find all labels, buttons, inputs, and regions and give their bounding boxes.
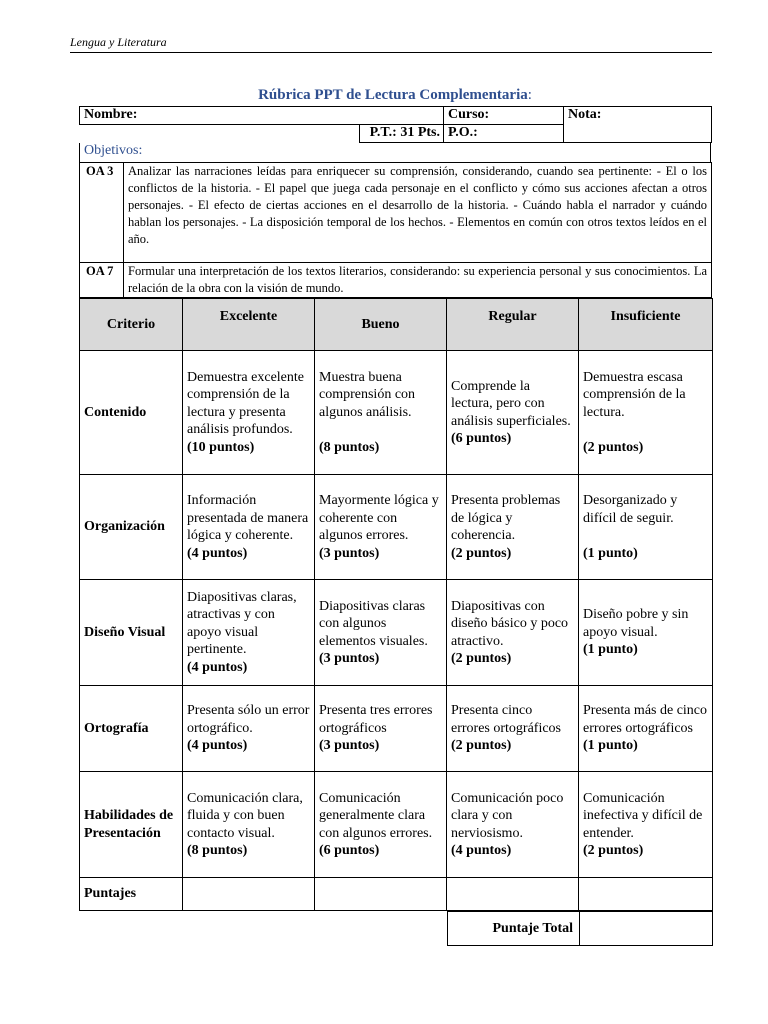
- score-input[interactable]: [579, 878, 713, 911]
- objective-code: OA 7: [80, 263, 124, 298]
- score-input[interactable]: [183, 878, 315, 911]
- rubric-cell: Presenta cinco errores ortográficos (2 puntos): [447, 686, 579, 772]
- rubric-cell: Comunicación clara, fluida y con buen contacto visual. (8 puntos): [183, 772, 315, 878]
- objective-code: OA 3: [80, 163, 124, 263]
- score-input[interactable]: [315, 878, 447, 911]
- table-row: [80, 772, 713, 878]
- objective-text: Formular una interpretación de los textos literarios, considerando: su experiencia personal y sus conocimientos. La relación de la obra con la visión de mundo.: [124, 263, 712, 298]
- table-row: [80, 475, 713, 580]
- table-row: [80, 580, 713, 686]
- rubric-cell: Demuestra escasa comprensión de la lectura. (2 puntos): [579, 351, 713, 475]
- table-row: [80, 351, 713, 475]
- objective-text: Analizar las narraciones leídas para enriquecer su comprensión, considerando, cuando sea pertinente: - El o los conflictos de la historia. - El papel que juega cada personaje en el conflicto y cómo sus acciones afectan a otros personajes. - El efecto de ciertas acciones en el desarrollo de la historia. - Cuándo habla el narrador y cuándo hablan los personajes. - La disposición temporal de los hechos. - Elementos en común con otros textos leídos en el año.: [124, 163, 712, 263]
- objectives-title: Objetivos:: [79, 143, 711, 162]
- scores-row: [80, 878, 713, 911]
- rubric-cell: Mayormente lógica y coherente con algunos errores. (3 puntos): [315, 475, 447, 580]
- criterion-label: Organización: [80, 475, 183, 580]
- rubric-header-row: [80, 299, 713, 351]
- student-info-table: [79, 106, 712, 143]
- header-regular: Regular: [447, 299, 579, 351]
- grade-field[interactable]: Nota:: [564, 107, 712, 143]
- score-input[interactable]: [447, 878, 579, 911]
- header-insuficiente: Insuficiente: [579, 299, 713, 351]
- header-excelente: Excelente: [183, 299, 315, 351]
- total-score-field[interactable]: [580, 912, 713, 946]
- rubric-cell: Presenta tres errores ortográficos (3 puntos): [315, 686, 447, 772]
- rubric-cell: Comunicación generalmente clara con algunos errores. (6 puntos): [315, 772, 447, 878]
- empty-cell: [80, 125, 360, 143]
- rubric-cell: Diapositivas con diseño básico y poco atractivo. (2 puntos): [447, 580, 579, 686]
- header-criterio: Criterio: [80, 299, 183, 351]
- rubric-cell: Desorganizado y difícil de seguir. (1 punto): [579, 475, 713, 580]
- rubric-cell: Presenta más de cinco errores ortográficos (1 punto): [579, 686, 713, 772]
- page-header: [70, 35, 712, 53]
- total-points-label: P.T.: 31 Pts.: [360, 125, 444, 143]
- rubric-cell: Muestra buena comprensión con algunos análisis. (8 puntos): [315, 351, 447, 475]
- objectives-table: [79, 162, 712, 298]
- criterion-label: Habilidades de Presentación: [80, 772, 183, 878]
- rubric-cell: Diapositivas claras con algunos elementos visuales. (3 puntos): [315, 580, 447, 686]
- criterion-label: Diseño Visual: [80, 580, 183, 686]
- rubric-cell: Comunicación poco clara y con nerviosismo. (4 puntos): [447, 772, 579, 878]
- rubric-cell: Demuestra excelente comprensión de la lectura y presenta análisis profundos. (10 puntos): [183, 351, 315, 475]
- criterion-label: Ortografía: [80, 686, 183, 772]
- rubric-table: [79, 298, 713, 911]
- course-field[interactable]: Curso:: [444, 107, 564, 125]
- document-title: Rúbrica PPT de Lectura Complementaria:: [258, 87, 532, 103]
- header-bueno: Bueno: [315, 299, 447, 351]
- rubric-cell: Comunicación inefectiva y difícil de entender. (2 puntos): [579, 772, 713, 878]
- criterion-label: Contenido: [80, 351, 183, 475]
- table-row: [80, 686, 713, 772]
- rubric-cell: Comprende la lectura, pero con análisis superficiales. (6 puntos): [447, 351, 579, 475]
- subject-label: Lengua y Literatura: [70, 35, 167, 49]
- rubric-cell: Presenta problemas de lógica y coherencia. (2 puntos): [447, 475, 579, 580]
- rubric-cell: Presenta sólo un error ortográfico. (4 puntos): [183, 686, 315, 772]
- rubric-cell: Diapositivas claras, atractivas y con apoyo visual pertinente. (4 puntos): [183, 580, 315, 686]
- name-field[interactable]: Nombre:: [80, 107, 444, 125]
- total-score-label: Puntaje Total: [448, 912, 580, 946]
- obtained-points-field[interactable]: P.O.:: [444, 125, 564, 143]
- rubric-cell: Información presentada de manera lógica y coherente. (4 puntos): [183, 475, 315, 580]
- rubric-cell: Diseño pobre y sin apoyo visual. (1 punto): [579, 580, 713, 686]
- total-score-table: [447, 911, 713, 946]
- scores-label: Puntajes: [80, 878, 183, 911]
